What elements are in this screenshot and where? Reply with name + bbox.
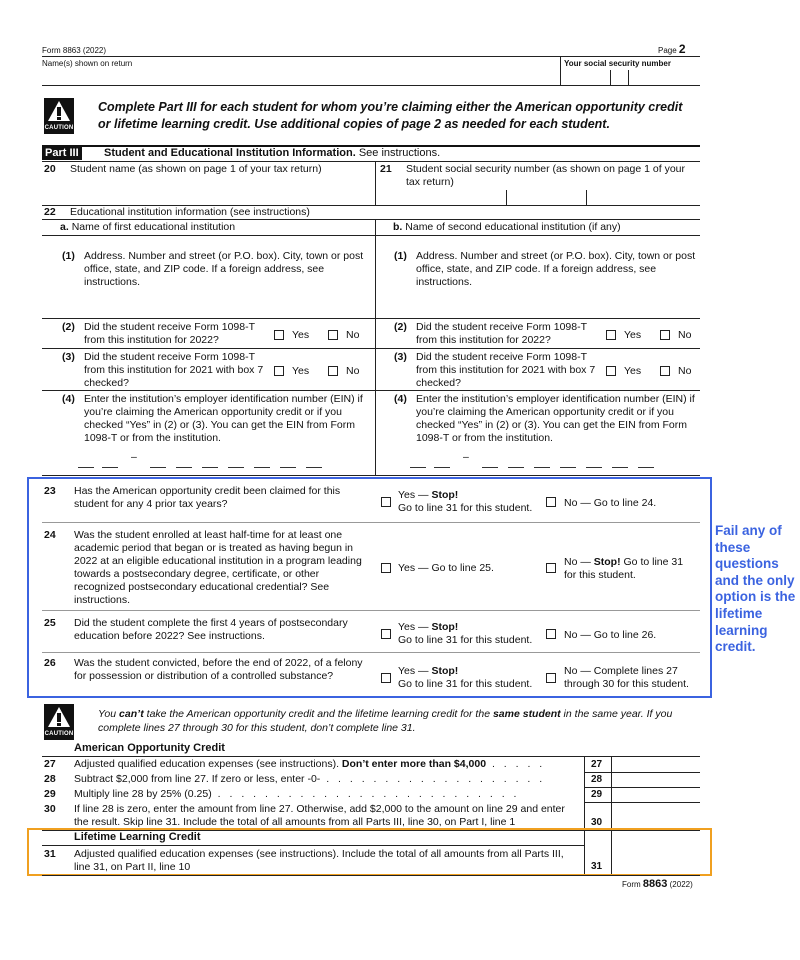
line25-yes-sub: Go to line 31 for this student. <box>398 634 533 646</box>
a-item3-yes-checkbox[interactable] <box>274 366 284 376</box>
b-item2-yes-checkbox[interactable] <box>606 330 616 340</box>
line25-num: 25 <box>44 617 56 629</box>
a-item3-num: (3) <box>62 351 75 363</box>
caution-mid-text: You can’t take the American opportunity credit and the lifetime learning credit for the same student in the same year. If you complete lines 27 through 30 for this student, don’t complete line 31. <box>98 708 673 734</box>
caution-icon: CAUTION <box>44 98 74 134</box>
line31-box-num: 31 <box>591 861 603 872</box>
a-item2-no-label: No <box>346 329 360 341</box>
b-item4-num: (4) <box>394 393 407 405</box>
line26-yes: Yes — Stop! <box>398 665 459 677</box>
line24-yes-checkbox[interactable] <box>381 563 391 573</box>
line28-num: 28 <box>44 773 56 785</box>
line26-num: 26 <box>44 657 56 669</box>
part3-tag: Part III <box>42 147 82 160</box>
llc-heading: Lifetime Learning Credit <box>74 831 201 843</box>
line23-yes-sub: Go to line 31 for this student. <box>398 502 533 514</box>
line21-num: 21 <box>380 163 392 175</box>
line28-text: Subtract $2,000 from line 27. If zero or less, enter -0- . . . . . . . . . . . . . . . . . . . <box>74 773 546 785</box>
line27-text: Adjusted qualified education expenses (see instructions). Don’t enter more than $4,000 . . . . . <box>74 758 546 770</box>
line23-no: No — Go to line 24. <box>564 497 657 509</box>
b-item1-num: (1) <box>394 250 407 262</box>
a-item3-text: Did the student receive Form 1098-T from this institution for 2021 with box 7 checked? <box>84 351 264 389</box>
line31-text: Adjusted qualified education expenses (see instructions). Include the total of all amounts from all Parts III, line 31, on Part II, line 10 <box>74 848 564 873</box>
b-item3-no-checkbox[interactable] <box>660 366 670 376</box>
line27-box-num: 27 <box>591 759 603 770</box>
line26-no-sub: through 30 for this student. <box>564 678 689 690</box>
line23-no-checkbox[interactable] <box>546 497 556 507</box>
b-item3-text: Did the student receive Form 1098-T from this institution for 2021 with box 7 checked? <box>416 351 596 389</box>
a-item4-num: (4) <box>62 393 75 405</box>
annotation-note: Fail any of these questions and the only option is the lifetime learning credit. <box>715 523 796 655</box>
b-item3-no-label: No <box>678 365 692 377</box>
aoc-heading: American Opportunity Credit <box>74 742 225 754</box>
line30-num: 30 <box>44 803 56 815</box>
b-item2-no-label: No <box>678 329 692 341</box>
line20-num: 20 <box>44 163 56 175</box>
a-item3-yes-label: Yes <box>292 365 310 377</box>
a-item3-no-checkbox[interactable] <box>328 366 338 376</box>
line24-text: Was the student enrolled at least half-time for at least one academic period that began or is treated as having begun in 2022 at an eligible educational institution in a program leading towards a postsecondary degree, certificate, or other recognized postsecondary educational credential? See instructions. <box>74 529 362 606</box>
line31-amount-field[interactable] <box>613 848 700 872</box>
line27-num: 27 <box>44 758 56 770</box>
b-address-field[interactable] <box>416 290 696 316</box>
line26-yes-checkbox[interactable] <box>381 673 391 683</box>
a-item3-no-label: No <box>346 365 360 377</box>
line29-amount-field[interactable] <box>613 788 700 802</box>
a-item2-yes-checkbox[interactable] <box>274 330 284 340</box>
line25-no: No — Go to line 26. <box>564 629 657 641</box>
b-item3-num: (3) <box>394 351 407 363</box>
footer-form-id: Form 8863 (2022) <box>622 878 693 890</box>
a-item2-text: Did the student receive Form 1098-T from this institution for 2022? <box>84 321 255 346</box>
student-name-field[interactable] <box>70 190 370 204</box>
line25-text: Did the student complete the first 4 years of postsecondary education before 2022? See instructions. <box>74 617 348 642</box>
line24-num: 24 <box>44 529 56 541</box>
ssn-label: Your social security number <box>564 59 671 68</box>
line28-amount-field[interactable] <box>613 773 700 787</box>
line22-a: a. Name of first educational institution <box>60 221 236 233</box>
a-item4-text: Enter the institution’s employer identification number (EIN) if you’re claiming the American opportunity credit or if you checked “Yes” in (2) or (3). You can get the EIN from Form 1098-T or from the institution. <box>84 393 363 444</box>
a-item2-num: (2) <box>62 321 75 333</box>
form-id: Form 8863 (2022) <box>42 46 107 55</box>
names-label: Name(s) shown on return <box>42 59 133 68</box>
line27-amount-field[interactable] <box>613 757 700 771</box>
line31-num: 31 <box>44 848 56 860</box>
a-ein-separator: – <box>131 451 137 463</box>
line24-no: No — Stop! Go to line 31 <box>564 556 684 568</box>
line20-text: Student name (as shown on page 1 of your tax return) <box>70 163 322 175</box>
page-indicator <box>658 42 686 56</box>
b-item2-no-checkbox[interactable] <box>660 330 670 340</box>
part3-heading <box>104 147 440 160</box>
line23-text: Has the American opportunity credit been claimed for this student for any 4 prior tax years? <box>74 485 341 510</box>
line26-no-checkbox[interactable] <box>546 673 556 683</box>
line22-text: Educational institution information (see instructions) <box>70 206 310 218</box>
line29-num: 29 <box>44 788 56 800</box>
line23-yes: Yes — Stop! <box>398 489 459 501</box>
b-item3-yes-checkbox[interactable] <box>606 366 616 376</box>
line25-yes-checkbox[interactable] <box>381 629 391 639</box>
line24-yes: Yes — Go to line 25. <box>398 562 494 574</box>
line23-yes-checkbox[interactable] <box>381 497 391 507</box>
part3-title: Student and Educational Institution Information. <box>104 147 356 159</box>
line26-no: No — Complete lines 27 <box>564 665 678 677</box>
b-item3-yes-label: Yes <box>624 365 642 377</box>
line23-num: 23 <box>44 485 56 497</box>
a-item2-yes-label: Yes <box>292 329 310 341</box>
a-item2-no-checkbox[interactable] <box>328 330 338 340</box>
student-ssn-field[interactable] <box>406 190 696 204</box>
caution-icon-2: CAUTION <box>44 704 74 740</box>
b-item4-text: Enter the institution’s employer identification number (EIN) if you’re claiming the American opportunity credit or if you checked “Yes” in (2) or (3). You can get the EIN from Form 1098-T or from the institution. <box>416 393 695 444</box>
page-label: Page <box>658 46 677 55</box>
a-item1-num: (1) <box>62 250 75 262</box>
a-address-field[interactable] <box>84 290 369 316</box>
line21-text: Student social security number (as shown on page 1 of your tax return) <box>406 163 685 188</box>
line28-box-num: 28 <box>591 774 603 785</box>
a-item1-text: Address. Number and street (or P.O. box). City, town or post office, state, and ZIP code. If a foreign address, see instructions. <box>84 250 364 288</box>
line30-box-num: 30 <box>591 817 603 828</box>
line24-no-checkbox[interactable] <box>546 563 556 573</box>
line26-yes-sub: Go to line 31 for this student. <box>398 678 533 690</box>
line24-no-sub: for this student. <box>564 569 636 581</box>
line29-text: Multiply line 28 by 25% (0.25) . . . . . . . . . . . . . . . . . . . . . . . . . . <box>74 788 520 800</box>
b-item1-text: Address. Number and street (or P.O. box). City, town or post office, state, and ZIP code. If a foreign address, see instructions. <box>416 250 696 288</box>
caution-top-text: Complete Part III for each student for whom you’re claiming either the American opportunity credit or lifetime learning credit. Use additional copies of page 2 as needed for each student. <box>98 100 683 131</box>
b-item2-yes-label: Yes <box>624 329 642 341</box>
line30-text: If line 28 is zero, enter the amount from line 27. Otherwise, add $2,000 to the amount on line 29 and enter the result. Skip line 31. Include the total of all amounts from all Parts III, line 30, on Part I, line 1 <box>74 803 565 828</box>
b-item2-num: (2) <box>394 321 407 333</box>
line29-box-num: 29 <box>591 789 603 800</box>
line26-text: Was the student convicted, before the end of 2022, of a felony for possession or distribution of a controlled substance? <box>74 657 363 682</box>
line25-yes: Yes — Stop! <box>398 621 459 633</box>
line22-b: b. Name of second educational institution (if any) <box>393 221 621 233</box>
b-item2-text: Did the student receive Form 1098-T from this institution for 2022? <box>416 321 587 346</box>
line22-num: 22 <box>44 206 56 218</box>
part3-see: See instructions. <box>358 147 441 159</box>
b-ein-separator: – <box>463 451 469 463</box>
line25-no-checkbox[interactable] <box>546 629 556 639</box>
page-number: 2 <box>678 42 686 56</box>
line30-amount-field[interactable] <box>613 812 700 828</box>
